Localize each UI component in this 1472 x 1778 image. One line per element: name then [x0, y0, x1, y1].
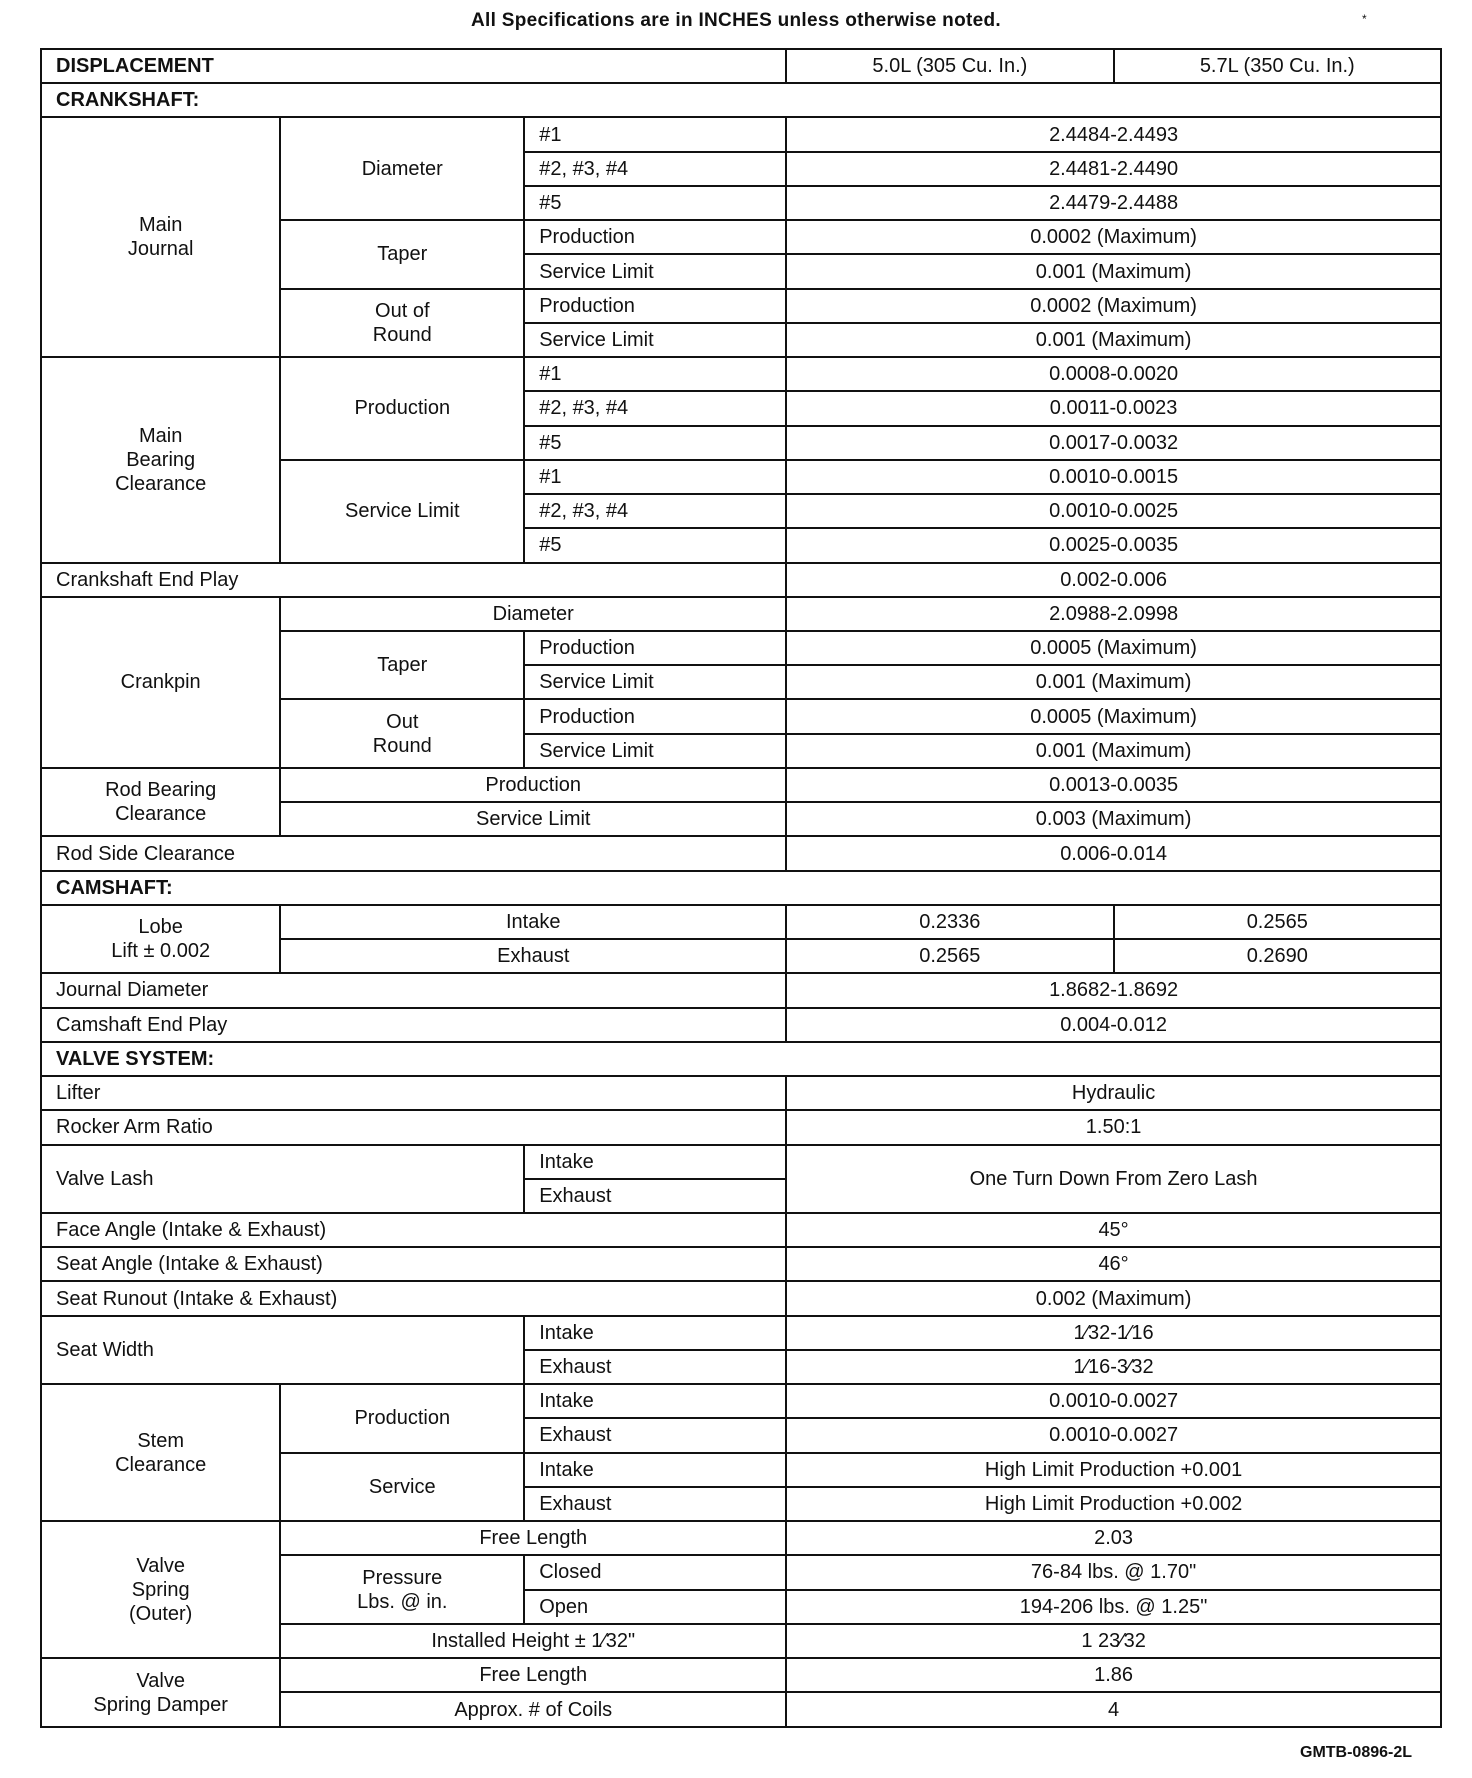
row-key: Intake	[524, 1145, 786, 1179]
seat-angle-label: Seat Angle (Intake & Exhaust)	[41, 1247, 786, 1281]
row-key: #2, #3, #4	[524, 391, 786, 425]
row-value: 1.50:1	[786, 1110, 1441, 1144]
valve-spring-damper-label: Valve Spring Damper	[41, 1658, 280, 1727]
row-key: Production	[524, 220, 786, 254]
row-value: 0.0010-0.0015	[786, 460, 1441, 494]
seat-width-label: Seat Width	[41, 1316, 524, 1384]
row-value: 1⁄16-3⁄32	[786, 1350, 1441, 1384]
displacement-label: DISPLACEMENT	[41, 49, 786, 83]
row-value: 0.004-0.012	[786, 1008, 1441, 1042]
displacement-row	[41, 49, 1441, 83]
stem-production-label: Production	[280, 1384, 524, 1452]
table-row	[41, 1384, 1441, 1418]
row-value: 0.002 (Maximum)	[786, 1281, 1441, 1315]
row-value: 0.0005 (Maximum)	[786, 699, 1441, 733]
stem-service-label: Service	[280, 1453, 524, 1521]
row-value: 0.0010-0.0025	[786, 494, 1441, 528]
table-row	[41, 836, 1441, 870]
lobe-lift-label: Lobe Lift ± 0.002	[41, 905, 280, 973]
row-key: Free Length	[280, 1521, 786, 1555]
table-row	[41, 1247, 1441, 1281]
row-key: Exhaust	[524, 1487, 786, 1521]
row-value-5-0l: 0.2336	[786, 905, 1113, 939]
stem-clearance-label: Stem Clearance	[41, 1384, 280, 1521]
valve-lash-value: One Turn Down From Zero Lash	[786, 1145, 1441, 1213]
row-value: 0.001 (Maximum)	[786, 734, 1441, 768]
table-row	[41, 117, 1441, 151]
row-key: Service Limit	[524, 254, 786, 288]
camshaft-end-play-label: Camshaft End Play	[41, 1008, 786, 1042]
main-bearing-production-label: Production	[280, 357, 524, 460]
row-key: #1	[524, 117, 786, 151]
corner-mark: *	[1362, 12, 1367, 26]
row-key: Production	[524, 699, 786, 733]
table-row	[41, 1521, 1441, 1555]
row-value: High Limit Production +0.001	[786, 1453, 1441, 1487]
row-value: Hydraulic	[786, 1076, 1441, 1110]
row-value: 0.0025-0.0035	[786, 528, 1441, 562]
table-row	[41, 1110, 1441, 1144]
row-value: 0.0010-0.0027	[786, 1384, 1441, 1418]
row-key: Approx. # of Coils	[280, 1692, 786, 1727]
displacement-5-7l: 5.7L (350 Cu. In.)	[1114, 49, 1441, 83]
row-value-5-7l: 0.2565	[1114, 905, 1441, 939]
row-value: 0.006-0.014	[786, 836, 1441, 870]
engine-spec-table	[40, 48, 1442, 1728]
row-value: 1.86	[786, 1658, 1441, 1692]
row-key: Installed Height ± 1⁄32"	[280, 1624, 786, 1658]
row-value: 0.0011-0.0023	[786, 391, 1441, 425]
row-key: Production	[524, 631, 786, 665]
crankpin-diameter-label: Diameter	[280, 597, 786, 631]
table-row	[41, 357, 1441, 391]
row-value: 0.001 (Maximum)	[786, 254, 1441, 288]
table-row	[41, 1008, 1441, 1042]
row-key: Production	[524, 289, 786, 323]
camshaft-title: CAMSHAFT:	[41, 871, 1441, 905]
row-key: Service Limit	[524, 665, 786, 699]
row-value: 46°	[786, 1247, 1441, 1281]
row-key: Intake	[280, 905, 786, 939]
row-value: 2.03	[786, 1521, 1441, 1555]
main-journal-diameter-label: Diameter	[280, 117, 524, 220]
main-bearing-label: Main Bearing Clearance	[41, 357, 280, 562]
units-note: All Specifications are in INCHES unless otherwise noted.	[471, 10, 1001, 31]
row-value: 2.4484-2.4493	[786, 117, 1441, 151]
row-key: Service Limit	[280, 802, 786, 836]
camshaft-section-row	[41, 871, 1441, 905]
spring-pressure-label: Pressure Lbs. @ in.	[280, 1555, 524, 1623]
main-journal-taper-label: Taper	[280, 220, 524, 288]
face-angle-label: Face Angle (Intake & Exhaust)	[41, 1213, 786, 1247]
row-value: 2.4479-2.4488	[786, 186, 1441, 220]
row-value: 1 23⁄32	[786, 1624, 1441, 1658]
row-key: Closed	[524, 1555, 786, 1589]
row-key: Intake	[524, 1453, 786, 1487]
row-key: #2, #3, #4	[524, 152, 786, 186]
crankpin-taper-label: Taper	[280, 631, 524, 699]
row-value: 0.001 (Maximum)	[786, 665, 1441, 699]
table-row	[41, 1145, 1441, 1179]
row-value: 0.0002 (Maximum)	[786, 220, 1441, 254]
row-value: 76-84 lbs. @ 1.70"	[786, 1555, 1441, 1589]
crankshaft-end-play-label: Crankshaft End Play	[41, 563, 786, 597]
row-value: High Limit Production +0.002	[786, 1487, 1441, 1521]
row-key: Free Length	[280, 1658, 786, 1692]
crankpin-out-round-label: Out Round	[280, 699, 524, 767]
row-key: #2, #3, #4	[524, 494, 786, 528]
row-value: 0.0005 (Maximum)	[786, 631, 1441, 665]
row-key: Open	[524, 1590, 786, 1624]
row-value-5-7l: 0.2690	[1114, 939, 1441, 973]
row-key: Exhaust	[524, 1350, 786, 1384]
row-key: #1	[524, 357, 786, 391]
valve-section-row	[41, 1042, 1441, 1076]
row-value: 0.002-0.006	[786, 563, 1441, 597]
crankshaft-section-row	[41, 83, 1441, 117]
table-row	[41, 1658, 1441, 1692]
row-key: Intake	[524, 1316, 786, 1350]
row-value-5-0l: 0.2565	[786, 939, 1113, 973]
row-key: Intake	[524, 1384, 786, 1418]
row-key: Exhaust	[280, 939, 786, 973]
table-row	[41, 1076, 1441, 1110]
displacement-5-0l: 5.0L (305 Cu. In.)	[786, 49, 1113, 83]
row-key: #5	[524, 528, 786, 562]
document-id: GMTB-0896-2L	[1300, 1744, 1413, 1761]
table-row	[41, 1213, 1441, 1247]
lifter-label: Lifter	[41, 1076, 786, 1110]
valve-system-title: VALVE SYSTEM:	[41, 1042, 1441, 1076]
seat-runout-label: Seat Runout (Intake & Exhaust)	[41, 1281, 786, 1315]
row-value: 0.0017-0.0032	[786, 426, 1441, 460]
crankshaft-title: CRANKSHAFT:	[41, 83, 1441, 117]
row-key: #1	[524, 460, 786, 494]
table-row	[41, 973, 1441, 1007]
row-value: 1⁄32-1⁄16	[786, 1316, 1441, 1350]
row-value: 1.8682-1.8692	[786, 973, 1441, 1007]
row-value: 2.0988-2.0998	[786, 597, 1441, 631]
main-bearing-service-label: Service Limit	[280, 460, 524, 563]
row-value: 0.0002 (Maximum)	[786, 289, 1441, 323]
row-value: 0.003 (Maximum)	[786, 802, 1441, 836]
table-row	[41, 1316, 1441, 1350]
row-value: 4	[786, 1692, 1441, 1727]
crankpin-label: Crankpin	[41, 597, 280, 768]
row-value: 2.4481-2.4490	[786, 152, 1441, 186]
row-key: Exhaust	[524, 1418, 786, 1452]
row-value: 194-206 lbs. @ 1.25"	[786, 1590, 1441, 1624]
rocker-arm-ratio-label: Rocker Arm Ratio	[41, 1110, 786, 1144]
table-row	[41, 1281, 1441, 1315]
row-value: 0.0008-0.0020	[786, 357, 1441, 391]
rod-bearing-label: Rod Bearing Clearance	[41, 768, 280, 836]
row-value: 0.0010-0.0027	[786, 1418, 1441, 1452]
row-value: 0.001 (Maximum)	[786, 323, 1441, 357]
journal-diameter-label: Journal Diameter	[41, 973, 786, 1007]
row-key: Service Limit	[524, 734, 786, 768]
table-row	[41, 905, 1441, 939]
main-journal-out-of-round-label: Out of Round	[280, 289, 524, 357]
table-row	[41, 597, 1441, 631]
table-row	[41, 768, 1441, 802]
row-key: #5	[524, 426, 786, 460]
table-row	[41, 563, 1441, 597]
row-value: 0.0013-0.0035	[786, 768, 1441, 802]
valve-spring-label: Valve Spring (Outer)	[41, 1521, 280, 1658]
row-value: 45°	[786, 1213, 1441, 1247]
row-key: #5	[524, 186, 786, 220]
valve-lash-label: Valve Lash	[41, 1145, 524, 1213]
row-key: Production	[280, 768, 786, 802]
row-key: Exhaust	[524, 1179, 786, 1213]
rod-side-clearance-label: Rod Side Clearance	[41, 836, 786, 870]
main-journal-label: Main Journal	[41, 117, 280, 357]
row-key: Service Limit	[524, 323, 786, 357]
